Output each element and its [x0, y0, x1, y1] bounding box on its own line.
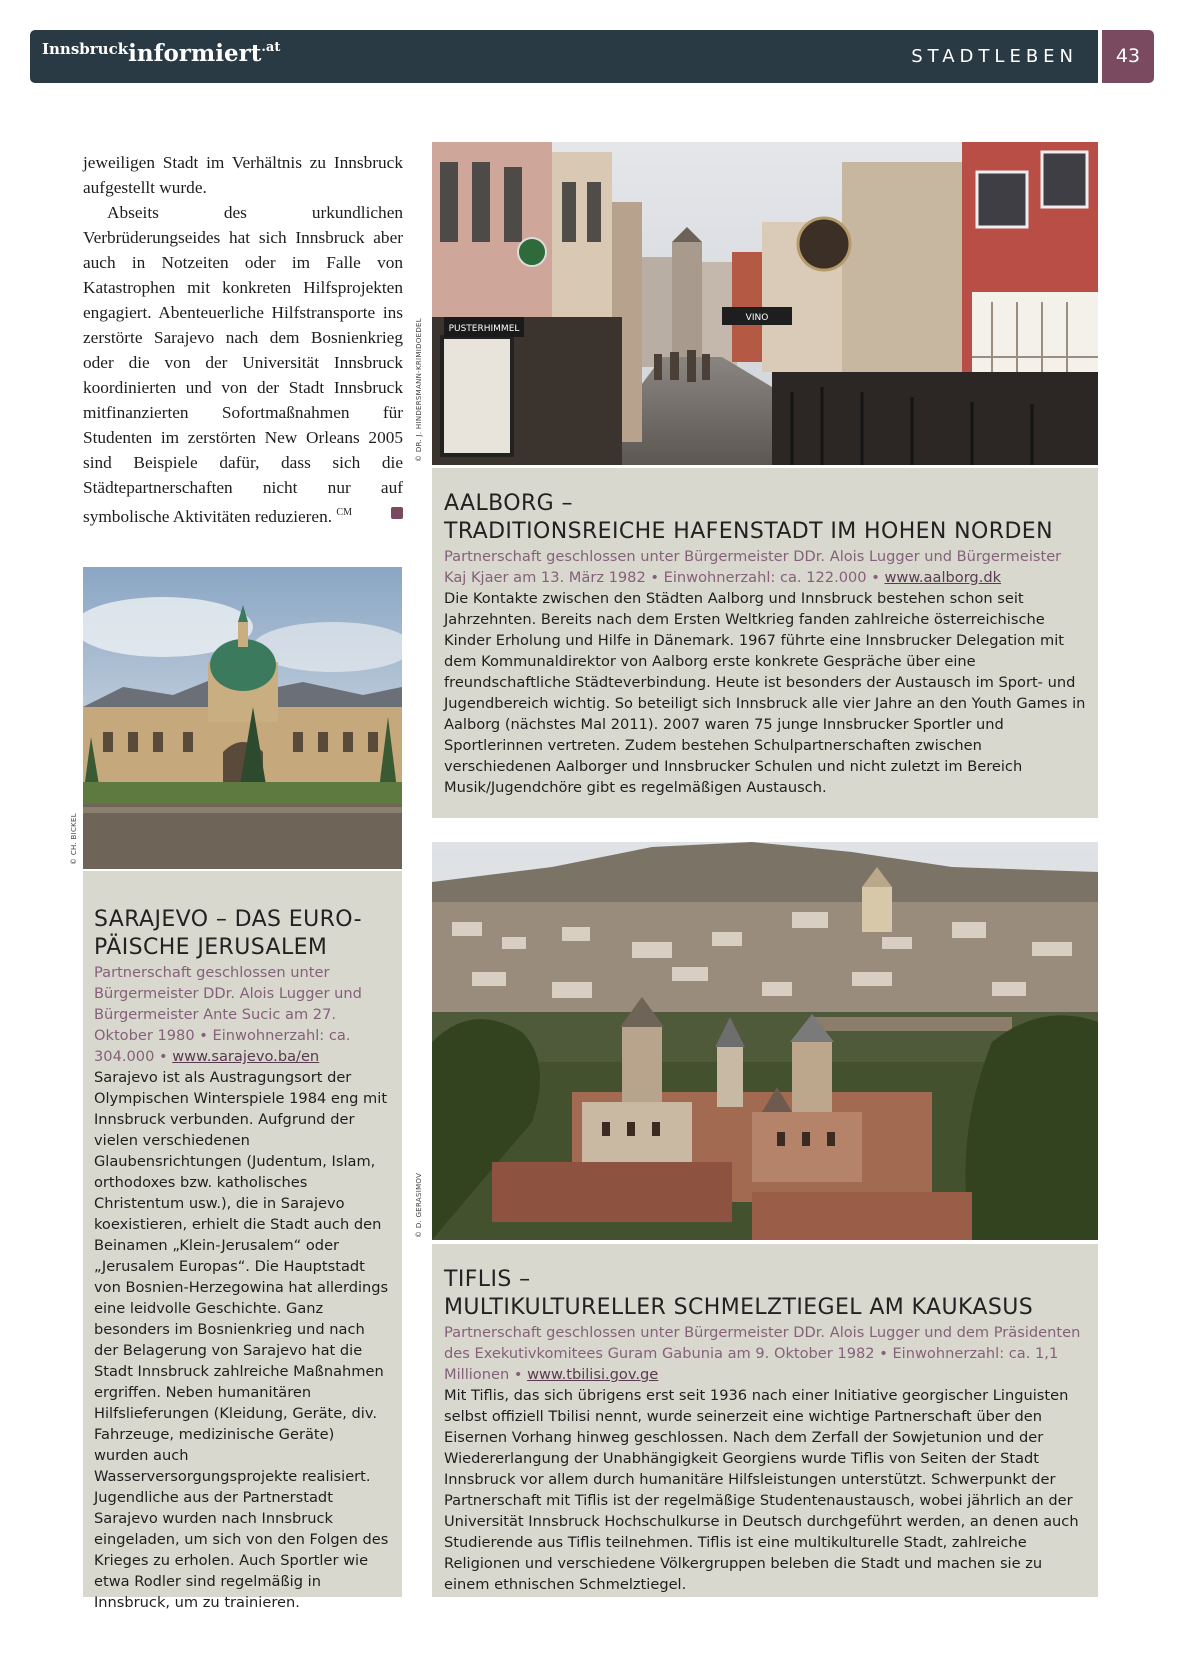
- tiflis-photo-credit: © D. GERASIMOV: [415, 1172, 423, 1238]
- page-number: 43: [1102, 30, 1154, 83]
- end-mark-icon: [391, 507, 403, 519]
- section-title: STADTLEBEN: [911, 46, 1078, 67]
- sarajevo-meta-text: Partnerschaft geschlossen unter Bürgermeister DDr. Alois Lugger und Bürgermeister Ante Sucic am 27. Oktober 1980 • Einwohnerzahl: ca. 304.000 •: [94, 964, 362, 1065]
- tiflis-title-line1: TIFLIS –: [444, 1267, 531, 1292]
- aalborg-title: [444, 490, 1086, 546]
- tiflis-title-line2: MULTIKULTURELLER SCHMELZTIEGEL AM KAUKASUS: [444, 1295, 1034, 1320]
- tiflis-title: [444, 1266, 1086, 1322]
- logo-text-informiert: informiert: [128, 40, 262, 67]
- pusterhimmel-sign: PUSTERHIMMEL: [448, 324, 520, 334]
- author-initials: CM: [336, 507, 352, 518]
- tiflis-link[interactable]: www.tbilisi.gov.ge: [527, 1366, 659, 1383]
- sarajevo-photo-credit: © CH. BICKEL: [70, 813, 78, 865]
- sarajevo-info-box: [83, 871, 402, 1611]
- sarajevo-title-line1: SARAJEVO – DAS EURO-: [94, 907, 362, 932]
- intro-paragraph-1: jeweiligen Stadt im Verhältnis zu Innsbruck aufgestellt wurde.: [83, 153, 403, 197]
- tiflis-meta: [444, 1322, 1086, 1385]
- intro-paragraph-2-text: Abseits des urkundlichen Verbrüderungseides hat sich Innsbruck aber auch in Notzeiten oder im Falle von Katastrophen mit konkreten Hilfsprojekten engagiert. Abenteuerliche Hilfstransporte ins zerstörte Sarajevo nach dem Bosnienkrieg oder die von der Universität Innsbruck koordinierten und von der Stadt Innsbruck mitfinanzierten Sofortmaßnahmen für Studenten im zerstörten New Orleans 2005 sind Beispiele dafür, dass sich die Städtepartnerschaften nicht nur auf symbolische Aktivitäten reduzieren.: [83, 203, 403, 526]
- aalborg-info-box: [432, 468, 1098, 818]
- aalborg-title-line1: AALBORG –: [444, 491, 573, 516]
- innsbruck-informiert-logo[interactable]: [42, 40, 280, 67]
- sarajevo-meta: [94, 962, 392, 1067]
- aalborg-meta-text: Partnerschaft geschlossen unter Bürgermeister DDr. Alois Lugger und Bürgermeister Kaj Kjaer am 13. März 1982 • Einwohnerzahl: ca. 122.000 •: [444, 548, 1062, 586]
- vino-sign: VINO: [745, 313, 769, 323]
- tiflis-body: Mit Tiflis, das sich übrigens erst seit 1936 nach einer Initiative georgischer Linguisten selbst offiziell Tbilisi nennt, wurde seinerzeit eine wichtige Partnerschaft über den Eisernen Vorhang hinweg geschlossen. Nach dem Zerfall der Sowjetunion und der Wiedererlangung der Unabhängigkeit Georgiens wurde Tiflis von Seiten der Stadt Innsbruck vor allem durch humanitäre Hilfsleistungen unterstützt. Schwerpunkt der Partnerschaft mit Tiflis ist der regelmäßige Studentenaustausch, wobei jährlich an der Universität Innsbruck Hochschulkurse in Deutsch durchgeführt werden, an denen auch Studierende aus Tiflis teilnehmen. Tiflis ist eine multikulturelle Stadt, zahlreiche Religionen und verschiedene Völkergruppen beleben die Stadt und machen sie zu einem ethnischen Schmelztiegel.: [444, 1387, 1079, 1593]
- logo-text-at: .at: [261, 40, 281, 55]
- aalborg-link[interactable]: www.aalborg.dk: [884, 569, 1002, 586]
- intro-text: [83, 150, 403, 529]
- sarajevo-title: [94, 906, 392, 962]
- sarajevo-city-hall-photo: [83, 567, 402, 869]
- aalborg-photo-credit: © DR. J. HINDERSMANN-KRIMIDOEDEL: [415, 318, 423, 462]
- tiflis-panorama-photo: [432, 842, 1098, 1240]
- sarajevo-title-line2: PÄISCHE JERUSALEM: [94, 935, 328, 960]
- tiflis-meta-text: Partnerschaft geschlossen unter Bürgermeister DDr. Alois Lugger und dem Präsidenten des Exekutivkomitees Guram Gabunia am 9. Oktober 1982 • Einwohnerzahl: ca. 1,1 Millionen •: [444, 1324, 1081, 1383]
- aalborg-meta: [444, 546, 1086, 588]
- aalborg-title-line2: TRADITIONSREICHE HAFENSTADT IM HOHEN NORDEN: [444, 519, 1053, 544]
- aalborg-street-photo: [432, 142, 1098, 465]
- sarajevo-body: Sarajevo ist als Austragungsort der Olympischen Winterspiele 1984 eng mit Innsbruck verbunden. Aufgrund der vielen verschiedenen Glaubensrichtungen (Judentum, Islam, orthodoxes bzw. katholisches Christentum usw.), die in Sarajevo koexistieren, erhielt die Stadt auch den Beinamen „Klein-Jerusalem“ oder „Jerusalem Europas“. Die Hauptstadt von Bosnien-Herzegowina hat allerdings eine leidvolle Geschichte. Ganz besonders im Bosnienkrieg und nach der Belagerung von Sarajevo hat die Stadt Innsbruck zahlreiche Maßnahmen ergriffen. Neben humanitären Hilfslieferungen (Kleidung, Geräte, div. Fahrzeuge, medizinische Geräte) wurden auch Wasserversorgungsprojekte realisiert. Jugendliche aus der Partnerstadt Sarajevo wurden nach Innsbruck eingeladen, um sich von den Folgen des Krieges zu erholen. Auch Sportler wie etwa Rodler sind regelmäßig in Innsbruck, um zu trainieren.: [94, 1069, 389, 1611]
- tiflis-info-box: [432, 1244, 1098, 1597]
- intro-paragraph-2: [83, 200, 403, 529]
- logo-text-innsbruck: Innsbruck: [42, 40, 129, 58]
- aalborg-body: Die Kontakte zwischen den Städten Aalborg und Innsbruck bestehen schon seit Jahrzehnten. Bereits nach dem Ersten Weltkrieg fanden zahlreiche österreichische Kinder Erholung und Hilfe in Dänemark. 1967 führte eine Innsbrucker Delegation mit dem Kommunaldirektor von Aalborg erste konkrete Gespräche über eine freundschaftliche Städteverbindung. Heute ist besonders der Austausch im Sport- und Jugendbereich wichtig. So beteiligt sich Innsbruck alle vier Jahre an den Youth Games in Aalborg (nächstes Mal 2011). 2007 waren 75 junge Innsbrucker Sportler und Sportlerinnen vertreten. Zudem bestehen Schulpartnerschaften zwischen verschiedenen Aalborger und Innsbrucker Schulen und nicht zuletzt im Bereich Musik/Jugendchöre gibt es regelmäßigen Austausch.: [444, 590, 1086, 796]
- sarajevo-link[interactable]: www.sarajevo.ba/en: [172, 1048, 320, 1065]
- page-header: [30, 30, 1098, 83]
